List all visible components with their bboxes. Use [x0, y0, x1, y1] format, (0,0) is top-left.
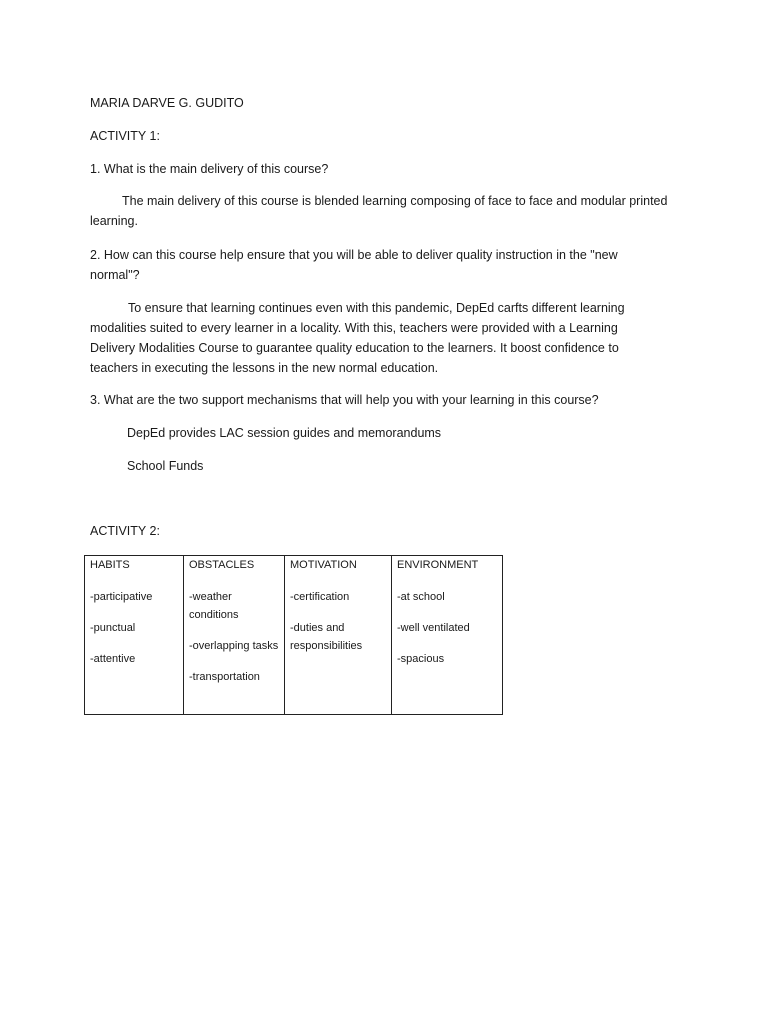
answer-1-line-1: The main delivery of this course is blended learning composing of face to face and modular printed [122, 194, 668, 208]
answer-3-item-1: DepEd provides LAC session guides and memorandums [127, 426, 442, 440]
answer-2-line-1: To ensure that learning continues even with this pandemic, DepEd carfts different learning [128, 301, 625, 315]
list-item: -overlapping tasks [189, 640, 279, 652]
list-item: -punctual [90, 622, 136, 634]
activity2-table [84, 555, 503, 715]
table-row [85, 556, 503, 715]
column-header: HABITS [90, 559, 130, 571]
column-header: ENVIRONMENT [397, 559, 479, 571]
list-item: -duties and responsibilities [290, 622, 363, 652]
question-3: 3. What are the two support mechanisms that will help you with your learning in this course? [90, 393, 599, 407]
answer-2-line-4: teachers in executing the lessons in the new normal education. [90, 361, 439, 375]
list-item: -spacious [397, 653, 445, 665]
answer-2-line-2: modalities suited to every learner in a locality. With this, teachers were provided with a Learning [90, 321, 618, 335]
column-header: OBSTACLES [189, 559, 255, 571]
question-2-line-2: normal"? [90, 268, 140, 282]
column-header: MOTIVATION [290, 559, 357, 571]
question-1: 1. What is the main delivery of this course? [90, 162, 329, 176]
activity2-title: ACTIVITY 2: [90, 524, 160, 538]
list-item: -participative [90, 591, 153, 603]
author-name: MARIA DARVE G. GUDITO [90, 96, 244, 110]
table-column-motivation [285, 556, 392, 715]
list-item: -attentive [90, 653, 136, 665]
list-item: -certification [290, 591, 350, 603]
list-item: -at school [397, 591, 445, 603]
answer-2-line-3: Delivery Modalities Course to guarantee quality education to the learners. It boost confidence to [90, 341, 619, 355]
activity1-title: ACTIVITY 1: [90, 129, 160, 143]
table-column-environment [392, 556, 503, 715]
answer-3-item-2: School Funds [127, 459, 204, 473]
question-2-line-1: 2. How can this course help ensure that you will be able to deliver quality instruction in the "new [90, 248, 618, 262]
list-item: -transportation [189, 671, 260, 683]
table-column-habits [85, 556, 184, 715]
list-item: -weather conditions [189, 591, 239, 621]
answer-1-line-2: learning. [90, 214, 138, 228]
table-column-obstacles [184, 556, 285, 715]
list-item: -well ventilated [397, 622, 470, 634]
